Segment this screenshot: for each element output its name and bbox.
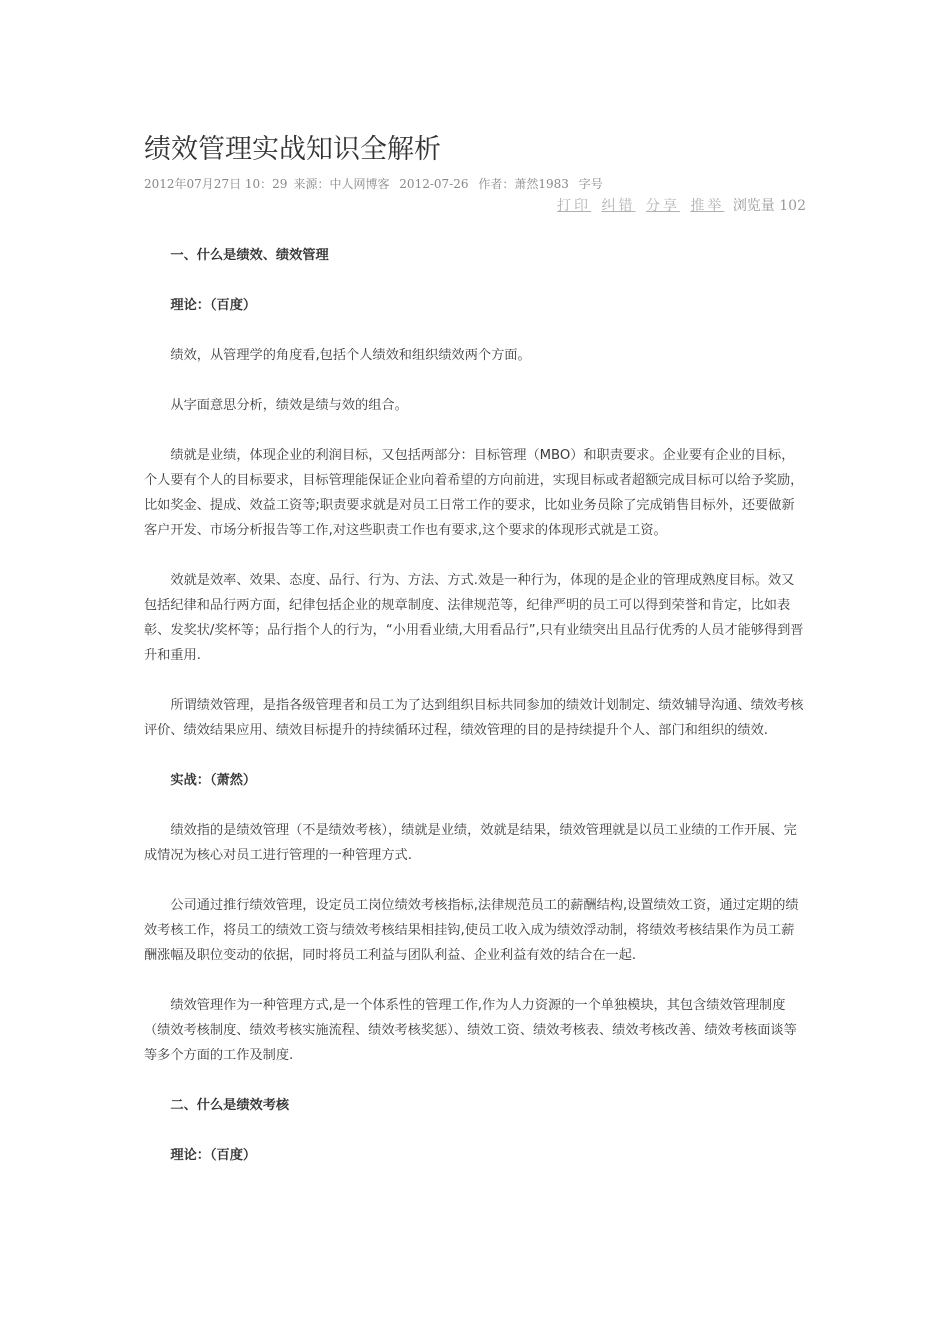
print-link[interactable]: 打印 [557,198,591,214]
article-body [144,243,806,1168]
paragraph: 绩效，从管理学的角度看,包括个人绩效和组织绩效两个方面。 [170,348,531,363]
subsection-heading: 理论：（百度） [170,298,257,313]
publish-time: 2012年07月27日 10：29 [144,177,288,191]
paragraph: 效就是效率、效果、态度、品行、行为、方法、方式.效是一种行为，体现的是企业的管理成熟度目标。效又包括纪律和品行两方面，纪律包括企业的规章制度、法律规范等，纪律严明的员工可以得到荣誉和肯定，比如表彰、发奖状/奖杯等；品行指个人的行为，“小用看业绩,大用看品行”,只有业绩突出且品行优秀的人员才能够得到晋升和重用. [144,573,804,663]
subsection-heading: 理论：（百度） [170,1148,257,1163]
subsection-heading: 实战：（萧然） [170,773,257,788]
article-title: 绩效管理实战知识全解析 [144,134,441,165]
article [144,128,806,1193]
article-actions [144,195,806,217]
correct-link[interactable]: 纠错 [601,198,636,214]
paragraph: 绩就是业绩，体现企业的利润目标，又包括两部分：目标管理（MBO）和职责要求。企业要有企业的目标，个人要有个人的目标要求，目标管理能保证企业向着希望的方向前进，实现目标或者超额完成目标可以给予奖励，比如奖金、提成、效益工资等;职责要求就是对员工日常工作的要求，比如业务员除了完成销售目标外，还要做新客户开发、市场分析报告等工作,对这些职责工作也有要求,这个要求的体现形式就是工资。 [144,448,804,538]
views-count: 102 [779,198,806,214]
paragraph: 公司通过推行绩效管理，设定员工岗位绩效考核指标,法律规范员工的薪酬结构,设置绩效工资，通过定期的绩效考核工作，将员工的绩效工资与绩效考核结果相挂钩,使员工收入成为绩效浮动制，将绩效考核结果作为员工薪酬涨幅及职位变动的依据，同时将员工利益与团队利益、企业利益有效的结合在一起. [144,898,799,963]
section-heading: 一、什么是绩效、绩效管理 [170,248,329,263]
paragraph: 所谓绩效管理，是指各级管理者和员工为了达到组织目标共同参加的绩效计划制定、绩效辅导沟通、绩效考核评价、绩效结果应用、绩效目标提升的持续循环过程，绩效管理的目的是持续提升个人、部门和组织的绩效. [144,698,804,738]
paragraph: 绩效管理作为一种管理方式,是一个体系性的管理工作,作为人力资源的一个单独模块，其包含绩效管理制度（绩效考核制度、绩效考核实施流程、绩效考核奖惩）、绩效工资、绩效考核表、绩效考核改善、绩效考核面谈等等多个方面的工作及制度. [144,998,797,1063]
share-link[interactable]: 分享 [645,198,680,214]
paragraph: 绩效指的是绩效管理（不是绩效考核），绩就是业绩，效就是结果，绩效管理就是以员工业绩的工作开展、完成情况为核心对员工进行管理的一种管理方式. [144,823,797,863]
paragraph: 从字面意思分析，绩效是绩与效的组合。 [170,398,408,413]
article-meta [144,174,806,194]
font-size-label[interactable]: 字号 [578,177,603,191]
article-date: 2012-07-26 [399,177,469,191]
recommend-link[interactable]: 推举 [690,198,725,214]
author-label: 作者： [478,177,515,191]
views-label: 浏览量 [732,198,775,214]
section-heading: 二、什么是绩效考核 [170,1098,290,1113]
source-label: 来源： [293,177,330,191]
author-name: 萧然1983 [514,177,569,191]
source-name: 中人网博客 [329,177,390,191]
